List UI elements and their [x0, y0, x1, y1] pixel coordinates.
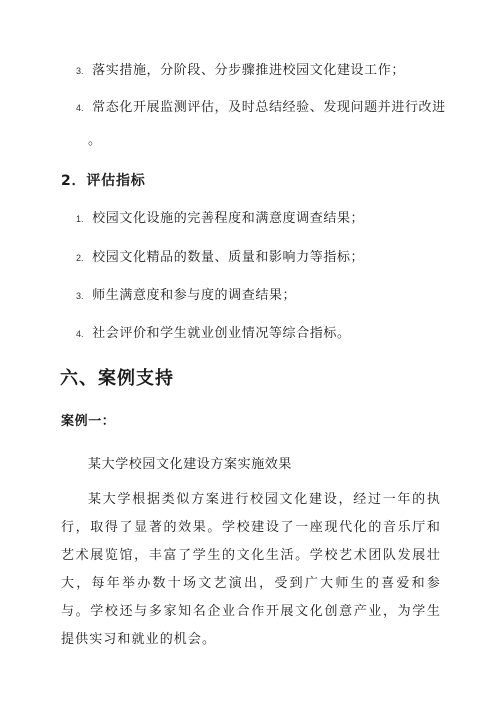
case-body-paragraph: 某大学根据类似方案进行校园文化建设，经过一年的执行，取得了显著的效果。学校建设了一座现代化的音乐厅和艺术展览馆，丰富了学生的文化生活。学校艺术团队发展壮大，每年举办数十场文艺演出，受到广大师生的喜爱和参与。学校还与多家知名企业合作开展文化创意产业，为学生提供实习和就业的机会。	[61, 492, 441, 647]
list-item	[76, 287, 296, 305]
list-number: 1.	[76, 214, 84, 224]
list-text: 校园文化精品的数量、质量和影响力等指标；	[92, 250, 365, 265]
list-number: 3.	[76, 291, 84, 301]
case-heading: 案例一：	[61, 414, 116, 429]
list-item	[76, 62, 405, 80]
section-heading: 2．评估指标	[61, 173, 146, 189]
list-text: 校园文化设施的完善程度和满意度调查结果；	[92, 211, 365, 226]
list-number: 4.	[76, 103, 84, 113]
list-text: 常态化开展监测评估，及时总结经验、发现问题并进行改进	[92, 100, 446, 115]
list-text: 社会评价和学生就业创业情况等综合指标。	[92, 326, 351, 341]
list-number: 4.	[76, 329, 84, 339]
list-item	[76, 325, 351, 343]
case-title: 某大学校园文化建设方案实施效果	[88, 457, 293, 472]
list-item	[76, 99, 446, 117]
list-text: 落实措施，分阶段、分步骤推进校园文化建设工作；	[92, 63, 405, 78]
list-continuation: 。	[88, 133, 102, 148]
chapter-heading: 六、案例支持	[60, 368, 174, 389]
list-number: 3.	[76, 66, 84, 76]
list-number: 2.	[76, 253, 84, 263]
list-text: 师生满意度和参与度的调查结果；	[92, 288, 297, 303]
list-item	[76, 249, 364, 267]
list-item	[76, 210, 364, 228]
